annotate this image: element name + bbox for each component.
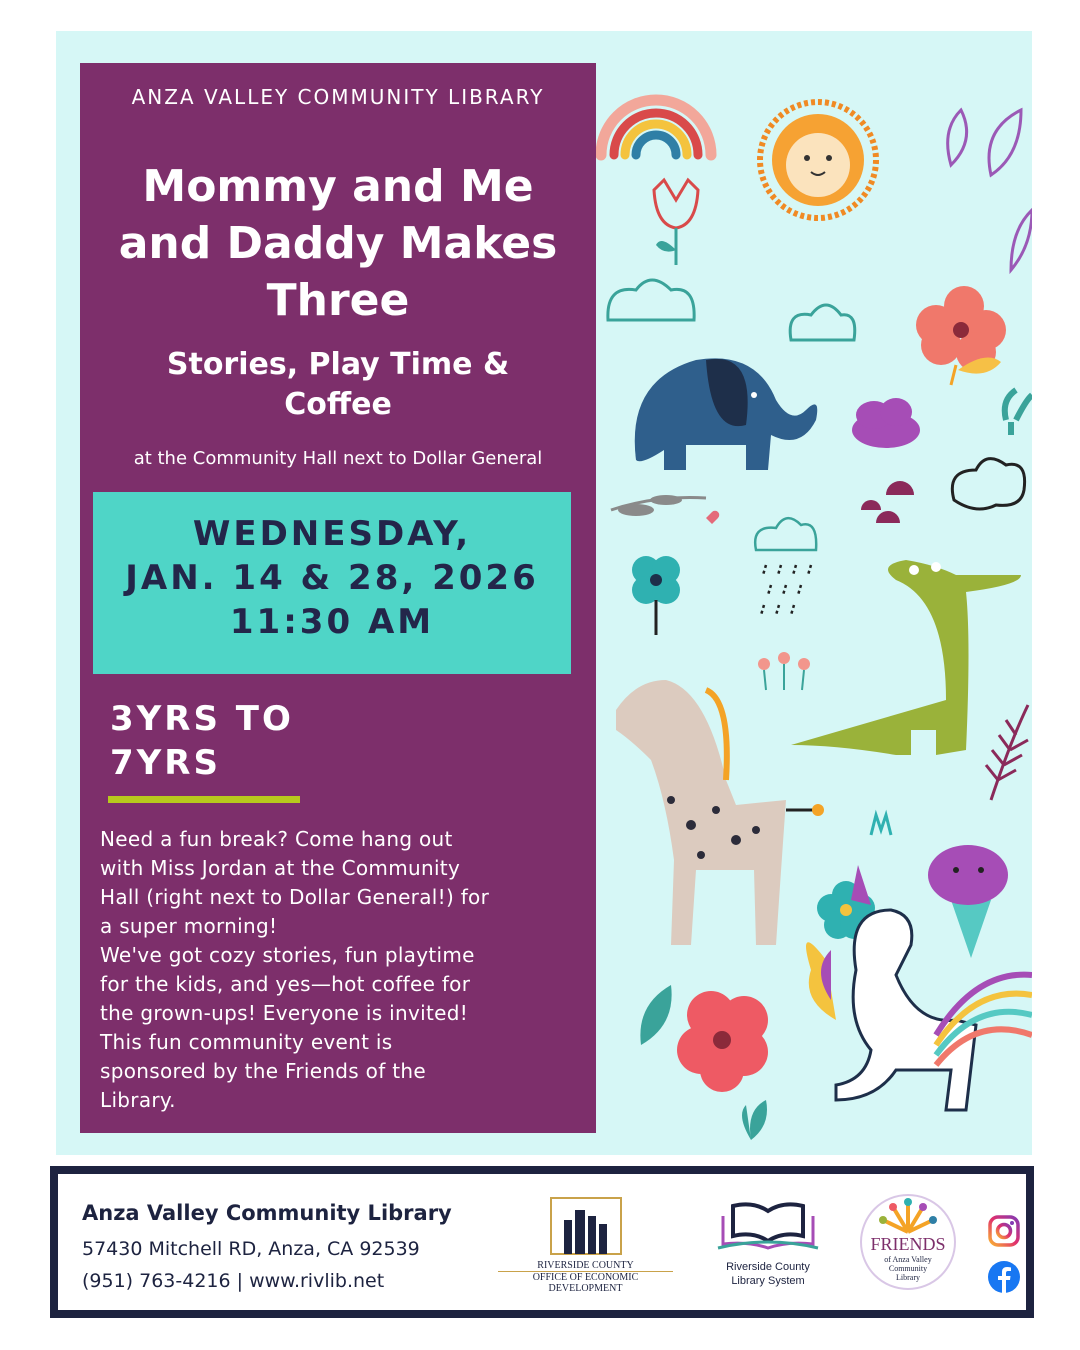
event-subtitle-line: Stories, Play Time & [166, 347, 510, 382]
age-range [110, 697, 410, 785]
friends-sub-line: Library [896, 1273, 920, 1282]
library-name: ANZA VALLEY COMMUNITY LIBRARY [131, 85, 545, 109]
friends-logo [858, 1192, 958, 1292]
leaf-icon [640, 985, 671, 1045]
event-title [80, 158, 596, 329]
cloud-icon [952, 459, 1024, 509]
illustrations [596, 40, 1032, 1150]
rainbow-icon [601, 100, 711, 155]
accent-bar [108, 796, 300, 803]
giraffe-icon [616, 680, 824, 945]
description-line: for the kids, and yes—hot coffee for [100, 972, 471, 996]
event-time: 11:30 AM [229, 602, 435, 642]
description-line: with Miss Jordan at the Community [100, 856, 461, 880]
event-description [100, 825, 570, 1115]
description-line: This fun community event is [100, 1030, 393, 1054]
flower-icon [677, 991, 768, 1092]
ocd-line1: RIVERSIDE COUNTY [537, 1260, 634, 1271]
elephant-icon [635, 358, 818, 470]
description-line: a super morning! [100, 914, 278, 938]
friends-subtitle [858, 1255, 958, 1282]
branch-icon [611, 495, 706, 516]
age-range-line: 7YRS [110, 743, 221, 783]
lion-icon [760, 102, 876, 218]
ocd-line2: OFFICE OF ECONOMIC DEVELOPMENT [498, 1271, 673, 1294]
open-book-icon [713, 1196, 823, 1256]
event-title-line: Three [266, 275, 410, 326]
event-title-line: and Daddy Makes [118, 218, 558, 269]
event-location: at the Community Hall next to Dollar General [133, 448, 543, 469]
economic-development-logo [498, 1196, 673, 1294]
footer-contact[interactable]: (951) 763-4216 | www.rivlib.net [82, 1270, 385, 1292]
event-subtitle-line: Coffee [284, 387, 392, 422]
library-system-logo [703, 1196, 833, 1288]
event-subtitle [120, 345, 556, 425]
friends-title: FRIENDS [870, 1234, 946, 1254]
facebook-icon[interactable] [987, 1260, 1021, 1298]
description-line: Need a fun break? Come hang out [100, 827, 453, 851]
description-line: Hall (right next to Dollar General!) for [100, 885, 490, 909]
fern-icon [986, 705, 1028, 800]
footer-library-name: Anza Valley Community Library [82, 1201, 452, 1225]
description-line: the grown-ups! Everyone is invited! [100, 1001, 469, 1025]
rain-cloud-icon [755, 518, 816, 615]
description-line: Library. [100, 1088, 176, 1112]
tulip-icon [654, 180, 698, 265]
grass-icon [871, 815, 891, 835]
friends-sub-line: of Anza Valley [884, 1255, 932, 1264]
sprout-icon [1005, 390, 1032, 435]
crocodile-icon [791, 560, 1021, 755]
sprout-icon [742, 1100, 767, 1140]
mushroom-icon [861, 481, 914, 523]
flower-icon [758, 652, 810, 690]
heart-icon [706, 511, 719, 524]
event-day: WEDNESDAY, [192, 514, 472, 554]
flower-icon [632, 556, 680, 635]
description-line: sponsored by the Friends of the [100, 1059, 426, 1083]
ice-cream-icon [928, 845, 1008, 958]
friends-sub-line: Community [888, 1264, 928, 1273]
cloud-icon [852, 398, 920, 448]
instagram-icon[interactable] [987, 1214, 1021, 1252]
flower-icon [916, 286, 1006, 385]
event-dates: JAN. 14 & 28, 2026 [125, 558, 539, 598]
cloud-icon [608, 280, 855, 340]
footer-address: 57430 Mitchell RD, Anza, CA 92539 [82, 1238, 420, 1260]
footer [50, 1166, 1034, 1318]
building-icon [546, 1196, 626, 1256]
event-title-line: Mommy and Me [142, 161, 534, 212]
leaf-icon [948, 110, 1032, 270]
event-date-box [93, 492, 571, 674]
rcl-line1: Riverside County [726, 1261, 810, 1273]
rcl-line2: Library System [731, 1275, 805, 1287]
description-line: We've got cozy stories, fun playtime [100, 943, 475, 967]
age-range-line: 3YRS TO [110, 699, 294, 739]
